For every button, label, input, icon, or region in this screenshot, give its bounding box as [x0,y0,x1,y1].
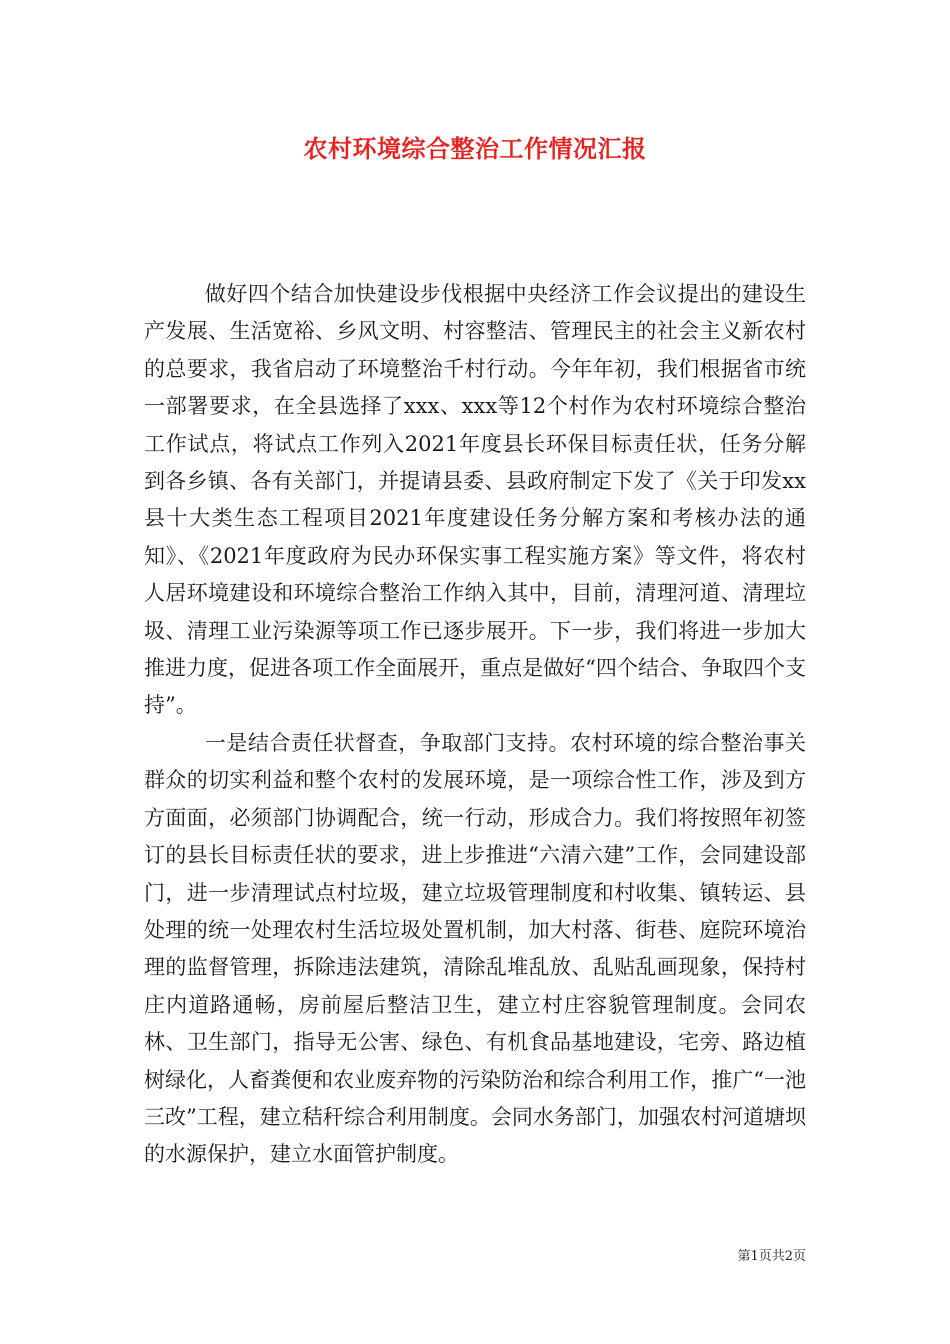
page-number: 第1页共2页 [737,1249,806,1264]
page-title: 农村环境综合整治工作情况汇报 [303,134,647,163]
paragraph-2: 一是结合责任状督查，争取部门支持。农村环境的综合整治事关群众的切实利益和整个农村的发展环境，是一项综合性工作，涉及到方方面面，必须部门协调配合，统一行动，形成合力。我们将按照年初签订的县长目标责任状的要求，进上步推进“六清六建”工作，会同建设部门，进一步清理试点村垃圾，建立垃圾管理制度和村收集、镇转运、县处理的统一处理农村生活垃圾处置机制，加大村落、街巷、庭院环境治理的监督管理，拆除违法建筑，清除乱堆乱放、乱贴乱画现象，保持村庄内道路通畅，房前屋后整洁卫生，建立村庄容貌管理制度。会同农林、卫生部门，指导无公害、绿色、有机食品基地建设，宅旁、路边植树绿化，人畜粪便和农业废弃物的污染防治和综合利用工作，推广“一池三改”工程，建立秸秆综合利用制度。会同水务部门，加强农村河道塘坝的水源保护，建立水面管护制度。 [144,730,806,1167]
paragraph-1: 做好四个结合加快建设步伐根据中央经济工作会议提出的建设生产发展、生活宽裕、乡风文明、村容整洁、管理民主的社会主义新农村的总要求，我省启动了环境整治千村行动。今年年初，我们根据省市统一部署要求，在全县选择了xxx、xxx等12个村作为农村环境综合整治工作试点，将试点工作列入2021年度县长环保目标责任状，任务分解到各乡镇、各有关部门，并提请县委、县政府制定下发了《关于印发xx县十大类生态工程项目2021年度建设任务分解方案和考核办法的通知》、《2021年度政府为民办环保实事工程实施方案》等文件，将农村人居环境建设和环境综合整治工作纳入其中，目前，清理河道、清理垃圾、清理工业污染源等项工作已逐步展开。下一步，我们将进一步加大推进力度，促进各项工作全面展开，重点是做好“四个结合、争取四个支持”。 [144,282,806,718]
document-body [144,276,806,1174]
